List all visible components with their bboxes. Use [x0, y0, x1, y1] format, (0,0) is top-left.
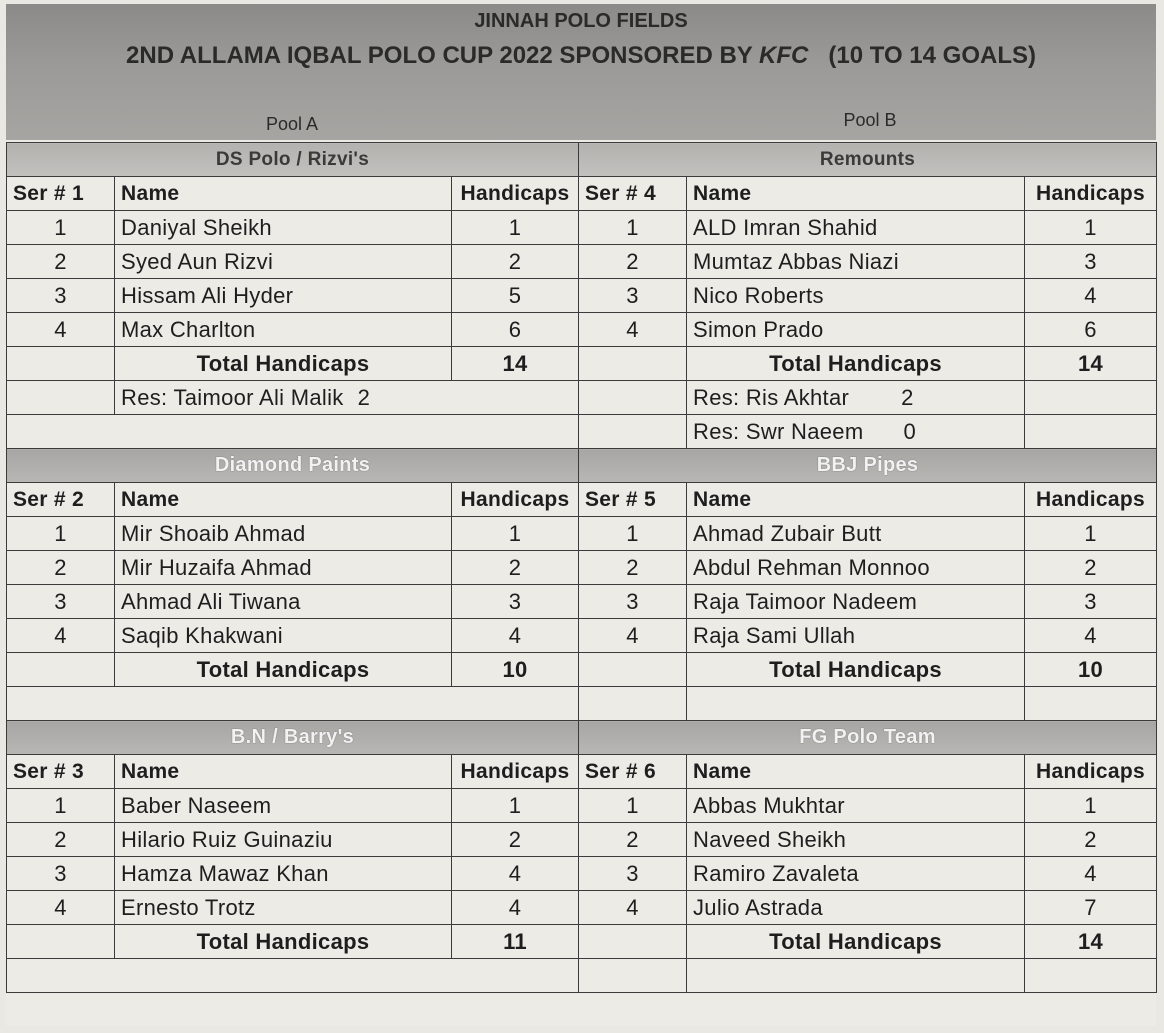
spacer-row — [7, 959, 1157, 993]
column-header-row — [7, 483, 1157, 517]
sponsor-name: KFC — [759, 42, 809, 69]
column-header-row — [7, 177, 1157, 211]
empty-cell — [7, 687, 579, 721]
empty-cell — [579, 415, 687, 449]
player-number: 2 — [579, 551, 687, 585]
player-name: Saqib Khakwani — [115, 619, 452, 653]
player-name: Mir Shoaib Ahmad — [115, 517, 452, 551]
team-name-diamond-paints: Diamond Paints — [7, 449, 579, 483]
name-header: Name — [687, 755, 1025, 789]
player-handicap: 6 — [452, 313, 579, 347]
ser-header: Ser # 4 — [579, 177, 687, 211]
name-header: Name — [115, 755, 452, 789]
reserve-player — [687, 415, 1025, 449]
player-number: 1 — [7, 517, 115, 551]
player-handicap: 2 — [452, 551, 579, 585]
player-handicap: 1 — [452, 211, 579, 245]
total-label: Total Handicaps — [687, 653, 1025, 687]
empty-cell — [687, 687, 1025, 721]
reserve-handicap: 2 — [901, 384, 914, 410]
player-row — [7, 245, 1157, 279]
team-header-row — [7, 143, 1157, 177]
player-number: 4 — [7, 313, 115, 347]
reserve-player — [115, 381, 579, 415]
handicaps-header: Handicaps — [1025, 177, 1157, 211]
team-header-row — [7, 721, 1157, 755]
player-name: Hamza Mawaz Khan — [115, 857, 452, 891]
total-value: 10 — [1025, 653, 1157, 687]
player-name: Ernesto Trotz — [115, 891, 452, 925]
player-number: 4 — [7, 891, 115, 925]
venue-title: JINNAH POLO FIELDS — [474, 10, 688, 32]
column-header-row — [7, 755, 1157, 789]
player-number: 3 — [579, 857, 687, 891]
handicaps-header: Handicaps — [452, 177, 579, 211]
empty-cell — [1025, 415, 1157, 449]
player-number: 2 — [579, 823, 687, 857]
player-number: 1 — [7, 789, 115, 823]
empty-cell — [579, 347, 687, 381]
empty-cell — [7, 381, 115, 415]
total-label: Total Handicaps — [687, 347, 1025, 381]
empty-cell — [579, 653, 687, 687]
pool-b-label: Pool B — [843, 110, 897, 130]
player-handicap: 1 — [1025, 789, 1157, 823]
player-name: Max Charlton — [115, 313, 452, 347]
total-label: Total Handicaps — [115, 347, 452, 381]
empty-cell — [579, 687, 687, 721]
reserve-name: Res: Ris Akhtar — [693, 384, 850, 410]
name-header: Name — [115, 177, 452, 211]
player-name: ALD Imran Shahid — [687, 211, 1025, 245]
team-name-bn-barrys: B.N / Barry's — [7, 721, 579, 755]
team-name-bbj-pipes: BBJ Pipes — [579, 449, 1157, 483]
total-row — [7, 347, 1157, 381]
handicaps-header: Handicaps — [452, 755, 579, 789]
player-handicap: 6 — [1025, 313, 1157, 347]
player-number: 1 — [579, 211, 687, 245]
player-handicap: 2 — [452, 245, 579, 279]
player-name: Ramiro Zavaleta — [687, 857, 1025, 891]
empty-cell — [7, 415, 579, 449]
player-name: Naveed Sheikh — [687, 823, 1025, 857]
spacer-row — [7, 687, 1157, 721]
player-name: Daniyal Sheikh — [115, 211, 452, 245]
total-value: 11 — [452, 925, 579, 959]
name-header: Name — [115, 483, 452, 517]
player-row — [7, 313, 1157, 347]
pool-a-label: Pool A — [265, 114, 319, 134]
total-value: 14 — [1025, 347, 1157, 381]
player-name: Ahmad Zubair Butt — [687, 517, 1025, 551]
empty-cell — [579, 925, 687, 959]
player-handicap: 4 — [1025, 279, 1157, 313]
player-handicap: 5 — [452, 279, 579, 313]
empty-cell — [579, 959, 687, 993]
total-value: 14 — [452, 347, 579, 381]
player-row — [7, 619, 1157, 653]
team-name-ds-polo: DS Polo / Rizvi's — [7, 143, 579, 177]
reserve-row — [7, 415, 1157, 449]
player-number: 3 — [7, 279, 115, 313]
empty-cell — [7, 347, 115, 381]
player-name: Ahmad Ali Tiwana — [115, 585, 452, 619]
player-row — [7, 279, 1157, 313]
tournament-name: 2ND ALLAMA IQBAL POLO CUP 2022 SPONSORED BY — [126, 42, 753, 69]
player-name: Raja Taimoor Nadeem — [687, 585, 1025, 619]
player-number: 3 — [579, 279, 687, 313]
name-header: Name — [687, 177, 1025, 211]
reserve-name: Res: Swr Naeem — [693, 418, 864, 444]
player-handicap: 1 — [452, 517, 579, 551]
player-row — [7, 585, 1157, 619]
ser-header: Ser # 1 — [7, 177, 115, 211]
player-row — [7, 823, 1157, 857]
empty-cell — [1025, 687, 1157, 721]
player-handicap: 7 — [1025, 891, 1157, 925]
total-label: Total Handicaps — [115, 925, 452, 959]
handicaps-header: Handicaps — [1025, 755, 1157, 789]
player-handicap: 2 — [452, 823, 579, 857]
teams-table — [6, 142, 1157, 993]
reserve-handicap: 2 — [357, 384, 371, 410]
player-name: Mir Huzaifa Ahmad — [115, 551, 452, 585]
total-label: Total Handicaps — [115, 653, 452, 687]
empty-cell — [1025, 381, 1157, 415]
player-number: 1 — [579, 789, 687, 823]
player-name: Nico Roberts — [687, 279, 1025, 313]
player-name: Julio Astrada — [687, 891, 1025, 925]
player-number: 3 — [7, 585, 115, 619]
handicaps-header: Handicaps — [452, 483, 579, 517]
player-number: 1 — [7, 211, 115, 245]
player-row — [7, 517, 1157, 551]
ser-header: Ser # 3 — [7, 755, 115, 789]
player-handicap: 3 — [1025, 585, 1157, 619]
player-name: Raja Sami Ullah — [687, 619, 1025, 653]
player-handicap: 3 — [452, 585, 579, 619]
tournament-title — [6, 42, 1156, 70]
reserve-handicap: 0 — [903, 418, 917, 444]
player-handicap: 4 — [1025, 619, 1157, 653]
player-row — [7, 891, 1157, 925]
player-row — [7, 551, 1157, 585]
total-row — [7, 925, 1157, 959]
player-row — [7, 857, 1157, 891]
player-handicap: 1 — [1025, 517, 1157, 551]
player-number: 4 — [579, 619, 687, 653]
empty-cell — [1025, 959, 1157, 993]
header-banner — [6, 4, 1156, 140]
player-handicap: 4 — [452, 857, 579, 891]
team-header-row — [7, 449, 1157, 483]
ser-header: Ser # 2 — [7, 483, 115, 517]
player-number: 4 — [579, 891, 687, 925]
player-handicap: 2 — [1025, 551, 1157, 585]
total-row — [7, 653, 1157, 687]
player-number: 1 — [579, 517, 687, 551]
goal-range: (10 TO 14 GOALS) — [828, 42, 1036, 69]
player-handicap: 4 — [452, 619, 579, 653]
reserve-row — [7, 381, 1157, 415]
reserve-name: Res: Taimoor Ali Malik — [121, 384, 344, 410]
ser-header: Ser # 6 — [579, 755, 687, 789]
player-number: 3 — [7, 857, 115, 891]
handicaps-header: Handicaps — [1025, 483, 1157, 517]
player-name: Hissam Ali Hyder — [115, 279, 452, 313]
player-handicap: 4 — [1025, 857, 1157, 891]
player-name: Mumtaz Abbas Niazi — [687, 245, 1025, 279]
player-name: Baber Naseem — [115, 789, 452, 823]
player-number: 2 — [7, 245, 115, 279]
player-name: Abdul Rehman Monnoo — [687, 551, 1025, 585]
player-handicap: 4 — [452, 891, 579, 925]
name-header: Name — [687, 483, 1025, 517]
player-name: Abbas Mukhtar — [687, 789, 1025, 823]
player-handicap: 2 — [1025, 823, 1157, 857]
player-number: 4 — [7, 619, 115, 653]
total-value: 14 — [1025, 925, 1157, 959]
ser-header: Ser # 5 — [579, 483, 687, 517]
empty-cell — [579, 381, 687, 415]
reserve-player — [687, 381, 1025, 415]
player-number: 4 — [579, 313, 687, 347]
player-handicap: 3 — [1025, 245, 1157, 279]
player-number: 2 — [7, 823, 115, 857]
fixture-sheet — [6, 4, 1156, 1026]
total-value: 10 — [452, 653, 579, 687]
team-name-remounts: Remounts — [579, 143, 1157, 177]
player-number: 2 — [7, 551, 115, 585]
player-name: Syed Aun Rizvi — [115, 245, 452, 279]
player-row — [7, 211, 1157, 245]
player-number: 3 — [579, 585, 687, 619]
empty-cell — [7, 653, 115, 687]
player-name: Hilario Ruiz Guinaziu — [115, 823, 452, 857]
empty-cell — [7, 959, 579, 993]
empty-cell — [687, 959, 1025, 993]
total-label: Total Handicaps — [687, 925, 1025, 959]
empty-cell — [7, 925, 115, 959]
team-name-fg-polo: FG Polo Team — [579, 721, 1157, 755]
player-row — [7, 789, 1157, 823]
player-name: Simon Prado — [687, 313, 1025, 347]
player-handicap: 1 — [1025, 211, 1157, 245]
player-number: 2 — [579, 245, 687, 279]
player-handicap: 1 — [452, 789, 579, 823]
